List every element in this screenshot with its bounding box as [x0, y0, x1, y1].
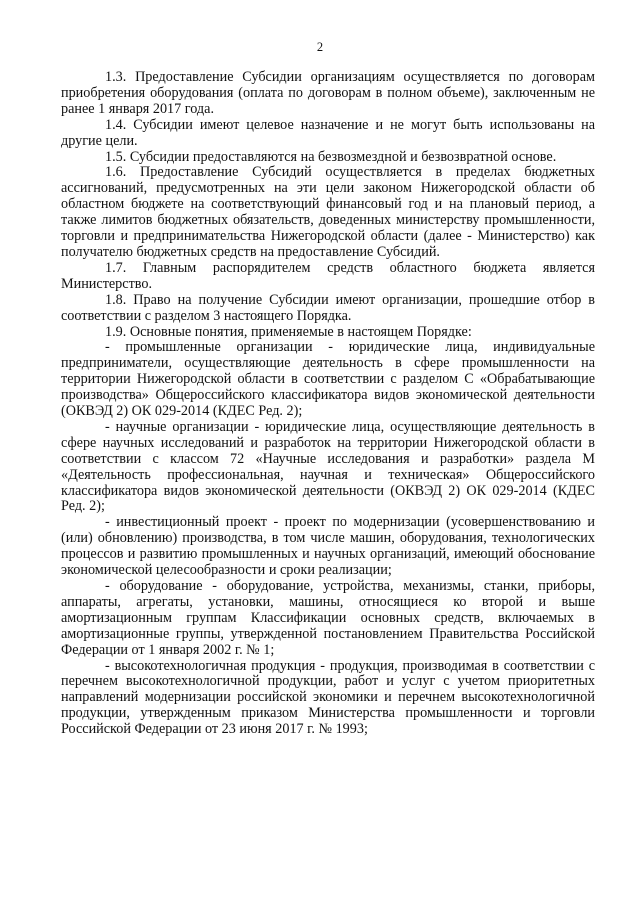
- document-body: [61, 70, 595, 738]
- page-number: 2: [316, 40, 324, 54]
- definition-industrial-organizations: - промышленные организации - юридические лица, индивидуальные предприниматели, осуществляющие деятельность в сфере промышленности на территории Нижегородской области в соответствии с разделом С «Обрабатывающие производства» Общероссийского классификатора видов экономической деятельности (ОКВЭД 2) ОК 029-2014 (КДЕС Ред. 2);: [61, 339, 595, 420]
- paragraph-1-4: 1.4. Субсидии имеют целевое назначение и не могут быть использованы на другие цели.: [61, 116, 595, 149]
- definition-high-tech-products: - высокотехнологичная продукция - продукция, производимая в соответствии с перечнем высокотехнологичной продукции, работ и услуг с учетом приоритетных направлений модернизации российской экономики и перечнем высокотехнологичной продукции, утвержденным приказом Министерства промышленности и торговли Российской Федерации от 23 июня 2017 г. № 1993;: [61, 657, 595, 738]
- paragraph-1-8: 1.8. Право на получение Субсидии имеют организации, прошедшие отбор в соответствии с разделом 3 настоящего Порядка.: [61, 291, 595, 324]
- paragraph-1-3: 1.3. Предоставление Субсидии организациям осуществляется по договорам приобретения оборудования (оплата по договорам в полном объеме), заключенным не ранее 1 января 2017 года.: [61, 69, 595, 117]
- paragraph-1-6: 1.6. Предоставление Субсидий осуществляется в пределах бюджетных ассигнований, предусмотренных на эти цели законом Нижегородской области об областном бюджете на соответствующий финансовый год и на плановый период, а также лимитов бюджетных обязательств, доведенных министерству промышленности, торговли и предпринимательства Нижегородской области (далее - Министерство) как получателю бюджетных средств на предоставление Субсидий.: [61, 164, 595, 260]
- paragraph-1-5: 1.5. Субсидии предоставляются на безвозмездной и безвозвратной основе.: [105, 148, 557, 165]
- paragraph-1-9: 1.9. Основные понятия, применяемые в настоящем Порядке:: [105, 323, 472, 340]
- definition-scientific-organizations: - научные организации - юридические лица, осуществляющие деятельность в сфере научных исследований и разработок на территории Нижегородской области в соответствии с классом 72 «Научные исследования и разработки» раздела М «Деятельность профессиональная, научная и техническая» Общероссийского классификатора видов экономической деятельности (ОКВЭД 2) ОК 029-2014 (КДЕС Ред. 2);: [61, 418, 595, 515]
- paragraph-1-7: 1.7. Главным распорядителем средств областного бюджета является Министерство.: [61, 259, 595, 292]
- definition-equipment: - оборудование - оборудование, устройства, механизмы, станки, приборы, аппараты, агрегаты, установки, машины, относящиеся ко второй и выше амортизационным группам Классификации основных средств, включаемых в амортизационные группы, утвержденной постановлением Правительства Российской Федерации от 1 января 2002 г. № 1;: [61, 578, 595, 658]
- definition-investment-project: - инвестиционный проект - проект по модернизации (усовершенствованию и (или) обновлению) производства, в том числе машин, оборудования, технологических процессов и развитию промышленных и научных организаций, имеющий обоснование экономической целесообразности и сроки реализации;: [61, 514, 595, 579]
